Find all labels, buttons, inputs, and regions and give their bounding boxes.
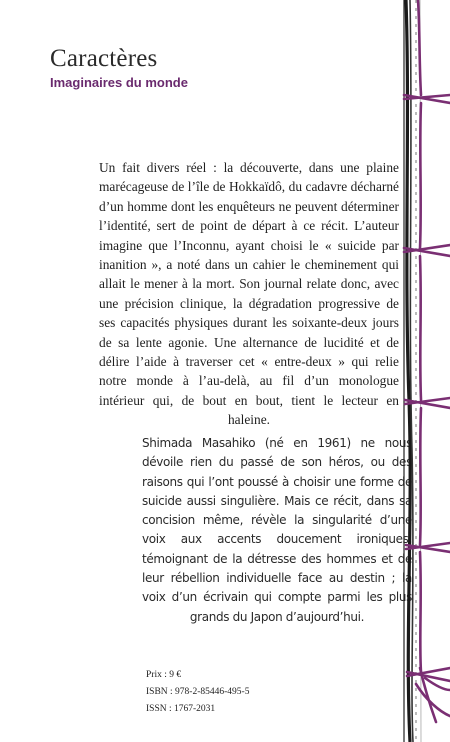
spine-edge-icon <box>404 0 421 742</box>
author-block <box>142 434 412 627</box>
summary-text: Un fait divers réel : la découverte, dans une plaine marécageuse de l’île de Hokkaïdô, du cadavre décharné d’un homme dont les enquêteurs ne peuvent déterminer l’identité, sert de point de départ à ce récit. L’auteur imagine que l’Inconnu, ayant choisi le « suicide par inanition », a noté dans un cahier le cheminement qui allait le mener à la mort. Son journal relate donc, avec une précision clinique, la dégradation progressive de ses capacités physiques durant les soixante-deux jours de sa lente agonie. Une alternance de lucidité et de délire l’aide à traverser cet « entre-deux » qui relie notre monde à l’au-delà, au fil d’un monologue intérieur qui, de bout en bout, tient le lecteur en haleine. <box>99 160 399 428</box>
author-text: Shimada Masahiko (né en 1961) ne nous dévoile rien du passé de son héros, ou des raisons qui l’ont poussé à choisir une forme de suicide aussi singulière. Mais ce récit, dans sa concision même, révèle la singularité d’une voix aux accents doucement ironiques, témoignant de la détresse des hommes et de leur rébellion individuelle face au destin ; la voix d’un écrivain qui compte parmi les plus grands du Japon d’aujourd’hui. <box>142 436 412 624</box>
publication-info <box>146 667 249 718</box>
series-subtitle: Imaginaires du monde <box>50 75 188 90</box>
isbn-label: ISBN : 978-2-85446-495-5 <box>146 687 250 697</box>
price-label: Prix : 9 € <box>146 670 182 680</box>
summary-block <box>99 158 399 430</box>
series-brand <box>50 44 188 91</box>
series-title: Caractères <box>50 45 158 72</box>
issn-label: ISSN : 1767-2031 <box>146 704 216 714</box>
